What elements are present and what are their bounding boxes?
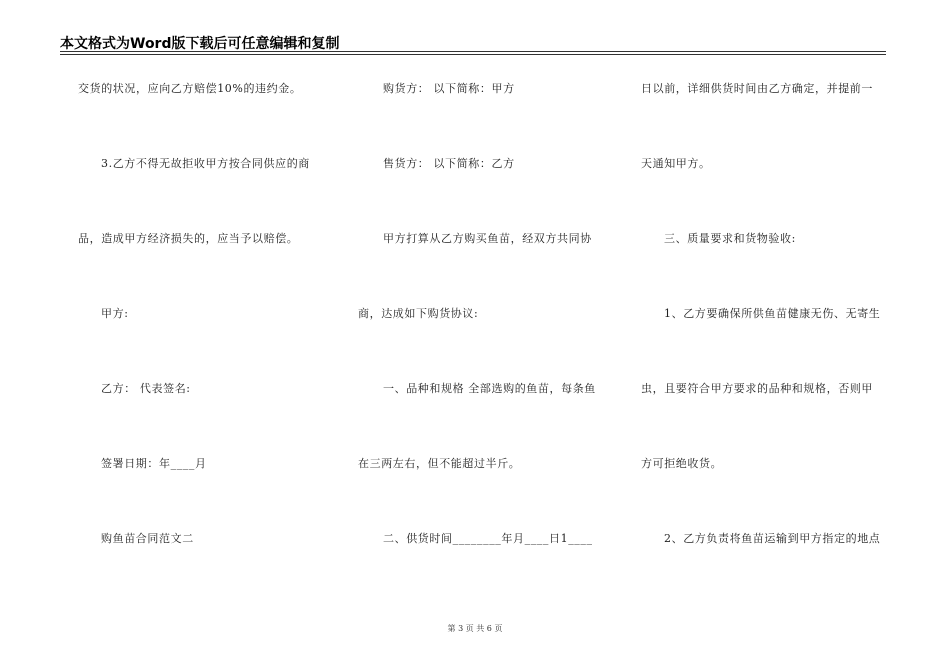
col1-line-1: 交货的状况，应向乙方赔偿10%的违约金。 [78, 82, 302, 95]
col2-line-3: 甲方打算从乙方购买鱼苗，经双方共同协 [383, 232, 592, 245]
col1-line-6: 签署日期：年____月 [101, 457, 207, 470]
col1-line-5: 乙方： 代表签名: [101, 382, 191, 395]
col2-line-6: 在三两左右，但不能超过半斤。 [358, 457, 521, 470]
col3-line-6: 方可拒绝收货。 [641, 457, 723, 470]
col3-line-2: 天通知甲方。 [641, 157, 711, 170]
col3-line-4: 1、乙方要确保所供鱼苗健康无伤、无寄生 [664, 307, 881, 320]
col1-line-4: 甲方: [101, 307, 129, 320]
col3-line-5: 虫，且要符合甲方要求的品种和规格，否则甲 [641, 382, 873, 395]
col1-line-2: 3.乙方不得无故拒收甲方按合同供应的商 [101, 157, 310, 170]
col2-line-7: 二、供货时间________年月____日1____ [383, 532, 593, 545]
page-header-title: 本文格式为Word版下载后可任意编辑和复制 [60, 36, 340, 52]
col3-line-7: 2、乙方负责将鱼苗运输到甲方指定的地点 [664, 532, 881, 545]
col2-line-2: 售货方： 以下简称：乙方 [383, 157, 515, 170]
col3-line-3: 三、质量要求和货物验收: [664, 232, 796, 245]
header-rule-thick [60, 51, 886, 52]
page-number-footer: 第 3 页 共 6 页 [447, 624, 503, 633]
header-rule-thin [60, 54, 886, 55]
col3-line-1: 日以前，详细供货时间由乙方确定，并提前一 [641, 82, 873, 95]
col2-line-4: 商，达成如下购货协议: [358, 307, 479, 320]
col2-line-5: 一、品种和规格 全部选购的鱼苗，每条鱼 [383, 382, 596, 395]
col1-line-7: 购鱼苗合同范文二 [101, 532, 194, 545]
col1-line-3: 品，造成甲方经济损失的，应当予以赔偿。 [78, 232, 299, 245]
col2-line-1: 购货方： 以下简称：甲方 [383, 82, 515, 95]
